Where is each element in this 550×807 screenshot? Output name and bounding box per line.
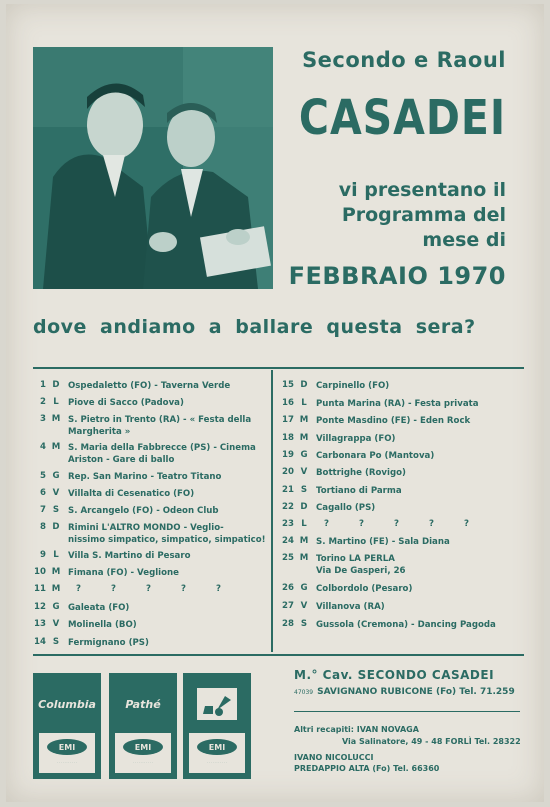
venue-line: Villalta di Cesenatico (FO)	[68, 489, 195, 499]
venue	[316, 502, 375, 514]
schedule-row	[276, 536, 450, 548]
venue-line-2: Ariston - Gare di ballo	[68, 455, 175, 465]
schedule-row	[28, 488, 194, 500]
pathe-logo: Pathé EMI · · · · · · · · · · ·	[109, 673, 177, 779]
schedule-row	[28, 414, 251, 438]
divider-bottom	[33, 654, 524, 656]
pathe-logo-name: Pathé	[115, 679, 171, 729]
question-mark: ?	[324, 519, 329, 529]
day-number: 13	[34, 619, 46, 629]
weekday: M	[51, 567, 61, 577]
column-divider	[271, 370, 273, 652]
venue-line: Ponte Masdino (FE) - Eden Rock	[316, 416, 471, 426]
day-number: 16	[282, 398, 294, 408]
day-number: 26	[282, 583, 294, 593]
question-mark: ?	[76, 584, 81, 594]
schedule-row	[276, 380, 389, 392]
schedule-row	[276, 519, 469, 529]
venue-line-2: Margherita »	[68, 427, 131, 437]
day-number: 9	[40, 550, 46, 560]
day-number: 10	[34, 567, 46, 577]
weekday: G	[300, 450, 308, 460]
schedule-row	[276, 601, 385, 613]
photo-two-men	[33, 47, 273, 289]
day-number: 3	[40, 414, 46, 424]
contact-address	[294, 687, 515, 697]
day-number: 19	[282, 450, 294, 460]
schedule-row	[28, 442, 256, 466]
venue-line: Galeata (FO)	[68, 603, 130, 613]
weekday: D	[52, 522, 60, 532]
day-number: 18	[282, 433, 294, 443]
schedule-row	[276, 467, 406, 479]
header-lines	[339, 178, 506, 253]
weekday: M	[51, 584, 61, 594]
contact-cap: 47039	[294, 689, 314, 696]
day-number: 11	[34, 584, 46, 594]
weekday: M	[51, 442, 61, 452]
venue	[316, 398, 479, 410]
contact-alt1-address: Via Salinatore, 49 - 48 FORLÌ Tel. 28322	[342, 737, 521, 746]
schedule-row	[28, 637, 149, 649]
header-name: CASADEI	[298, 90, 506, 146]
venue-line: Piove di Sacco (Padova)	[68, 398, 184, 408]
venue	[68, 488, 194, 500]
venue	[316, 450, 434, 462]
weekday: D	[300, 502, 308, 512]
tagline: dove andiamo a ballare questa sera?	[33, 316, 476, 338]
schedule-row	[28, 380, 230, 392]
schedule-row	[28, 397, 184, 409]
day-number: 21	[282, 485, 294, 495]
weekday: S	[52, 637, 60, 647]
schedule-row	[28, 567, 179, 579]
schedule-right	[276, 378, 521, 653]
header-line-3: vi presentano il	[338, 179, 506, 201]
day-number: 25	[282, 553, 294, 563]
venue-line: Villanova (RA)	[316, 602, 385, 612]
weekday: V	[52, 488, 60, 498]
venue-line: Cagallo (PS)	[316, 503, 376, 513]
header-line-4: Programma del	[341, 204, 506, 226]
venue-line-2: Via De Gasperi, 26	[316, 566, 406, 576]
his-masters-voice-image	[189, 679, 245, 729]
weekday: D	[52, 380, 60, 390]
question-mark: ?	[111, 584, 116, 594]
question-mark: ?	[359, 519, 364, 529]
weekday: L	[53, 550, 59, 560]
venue-line: Punta Marina (RA) - Festa privata	[316, 399, 479, 409]
venue	[68, 442, 256, 466]
venue	[68, 567, 179, 579]
divider-top	[33, 367, 524, 369]
question-mark: ?	[146, 584, 151, 594]
day-number: 2	[40, 397, 46, 407]
contact-alt2: IVANO NICOLUCCI	[294, 753, 374, 762]
venue-line: Gussola (Cremona) - Dancing Pagoda	[316, 620, 496, 630]
day-number: 15	[282, 380, 294, 390]
venue-line-2: nissimo simpatico, simpatico, simpatico!	[68, 535, 266, 545]
emi-logo: EMI	[197, 739, 237, 755]
schedule-row	[276, 553, 406, 577]
weekday: D	[300, 380, 308, 390]
day-number: 20	[282, 467, 294, 477]
weekday: M	[299, 433, 309, 443]
schedule-row	[28, 471, 221, 483]
venue-line: Villagrappa (FO)	[316, 434, 396, 444]
schedule-row	[28, 550, 191, 562]
day-number: 7	[40, 505, 46, 515]
schedule-row	[276, 450, 434, 462]
venue	[68, 414, 251, 438]
day-number: 14	[34, 637, 46, 647]
venue-line: Rimini L'ALTRO MONDO - Veglio-	[68, 523, 224, 533]
header-line-1: Secondo e Raoul	[302, 48, 506, 72]
columbia-logo: Columbia EMI · · · · · · · · · · ·	[33, 673, 101, 779]
venue-line: Villa S. Martino di Pesaro	[68, 551, 191, 561]
venue	[68, 602, 129, 614]
schedule-row	[276, 583, 412, 595]
day-number: 4	[40, 442, 46, 452]
venue-line: Bottrighe (Rovigo)	[316, 468, 406, 478]
venue-line: Rep. San Marino - Teatro Titano	[68, 472, 222, 482]
venue	[316, 536, 450, 548]
header-month: FEBBRAIO 1970	[288, 262, 506, 290]
venue	[316, 553, 406, 577]
day-number: 24	[282, 536, 294, 546]
day-number: 5	[40, 471, 46, 481]
venue-line: Carpinello (FO)	[316, 381, 390, 391]
weekday: L	[301, 398, 307, 408]
schedule-row	[28, 505, 219, 517]
weekday: M	[299, 553, 309, 563]
contact-alt1: Altri recapiti: IVAN NOVAGA	[294, 725, 419, 734]
question-mark: ?	[464, 519, 469, 529]
venue	[68, 471, 221, 483]
venue	[316, 433, 395, 445]
weekday: M	[299, 536, 309, 546]
venue-line: Tortiano di Parma	[316, 486, 402, 496]
weekday: G	[52, 471, 60, 481]
schedule-row	[28, 619, 137, 631]
schedule-row	[276, 502, 375, 514]
day-number: 22	[282, 502, 294, 512]
contact-title: M.° Cav. SECONDO CASADEI	[294, 668, 495, 682]
venue-line: Torino LA PERLA	[316, 554, 395, 564]
question-mark: ?	[394, 519, 399, 529]
day-number: 27	[282, 601, 294, 611]
venue-line: Colbordolo (Pesaro)	[316, 584, 413, 594]
schedule-row	[276, 398, 479, 410]
venue	[68, 522, 266, 546]
weekday: V	[52, 619, 60, 629]
day-number: 12	[34, 602, 46, 612]
columbia-logo-name: Columbia	[39, 679, 95, 729]
question-mark: ?	[429, 519, 434, 529]
venue-line: Molinella (BO)	[68, 620, 137, 630]
weekday: V	[300, 467, 308, 477]
contact-city: SAVIGNANO RUBICONE (Fo) Tel. 71.259	[317, 687, 515, 697]
contact-alt2-address: PREDAPPIO ALTA (Fo) Tel. 66360	[294, 764, 440, 773]
schedule-row	[276, 485, 402, 497]
venue	[68, 505, 219, 517]
venue-line: Fimana (FO) - Veglione	[68, 568, 179, 578]
day-number: 17	[282, 415, 294, 425]
weekday: M	[51, 414, 61, 424]
unknown-venues	[324, 519, 469, 529]
venue	[68, 380, 230, 392]
venue	[316, 619, 496, 631]
venue	[68, 397, 184, 409]
weekday: L	[53, 397, 59, 407]
schedule-row	[28, 602, 129, 614]
venue	[316, 485, 402, 497]
day-number: 6	[40, 488, 46, 498]
weekday: S	[300, 485, 308, 495]
contact-rule	[294, 711, 520, 712]
day-number: 8	[40, 522, 46, 532]
schedule-row	[28, 584, 221, 594]
question-mark: ?	[181, 584, 186, 594]
venue-line: S. Pietro in Trento (RA) - « Festa della	[68, 415, 252, 425]
venue	[316, 583, 412, 595]
venue-line: S. Arcangelo (FO) - Odeon Club	[68, 506, 219, 516]
schedule-row	[276, 415, 470, 427]
schedule-row	[276, 619, 496, 631]
venue	[316, 415, 470, 427]
day-number: 28	[282, 619, 294, 629]
emi-logo: EMI	[47, 739, 87, 755]
weekday: M	[299, 415, 309, 425]
venue-line: S. Maria della Fabbrecce (PS) - Cinema	[68, 443, 256, 453]
his-masters-voice-logo: EMI · · · · · · · · · · ·	[183, 673, 251, 779]
venue	[316, 467, 406, 479]
schedule-row	[276, 433, 395, 445]
header-line-5: mese di	[422, 229, 506, 251]
weekday: L	[301, 519, 307, 529]
venue	[316, 380, 389, 392]
venue-line: Fermignano (PS)	[68, 638, 149, 648]
weekday: G	[300, 583, 308, 593]
day-number: 1	[40, 380, 46, 390]
day-number: 23	[282, 519, 294, 529]
venue-line: Carbonara Po (Mantova)	[316, 451, 435, 461]
unknown-venues	[76, 584, 221, 594]
weekday: G	[52, 602, 60, 612]
weekday: S	[52, 505, 60, 515]
venue	[316, 601, 385, 613]
venue	[68, 637, 149, 649]
venue	[68, 550, 191, 562]
venue	[68, 619, 137, 631]
venue-line: S. Martino (FE) - Sala Diana	[316, 537, 450, 547]
question-mark: ?	[216, 584, 221, 594]
emi-logo: EMI	[123, 739, 163, 755]
schedule-row	[28, 522, 266, 546]
schedule-left	[28, 378, 268, 653]
venue-line: Ospedaletto (FO) - Taverna Verde	[68, 381, 231, 391]
weekday: V	[300, 601, 308, 611]
weekday: S	[300, 619, 308, 629]
poster	[6, 4, 544, 802]
